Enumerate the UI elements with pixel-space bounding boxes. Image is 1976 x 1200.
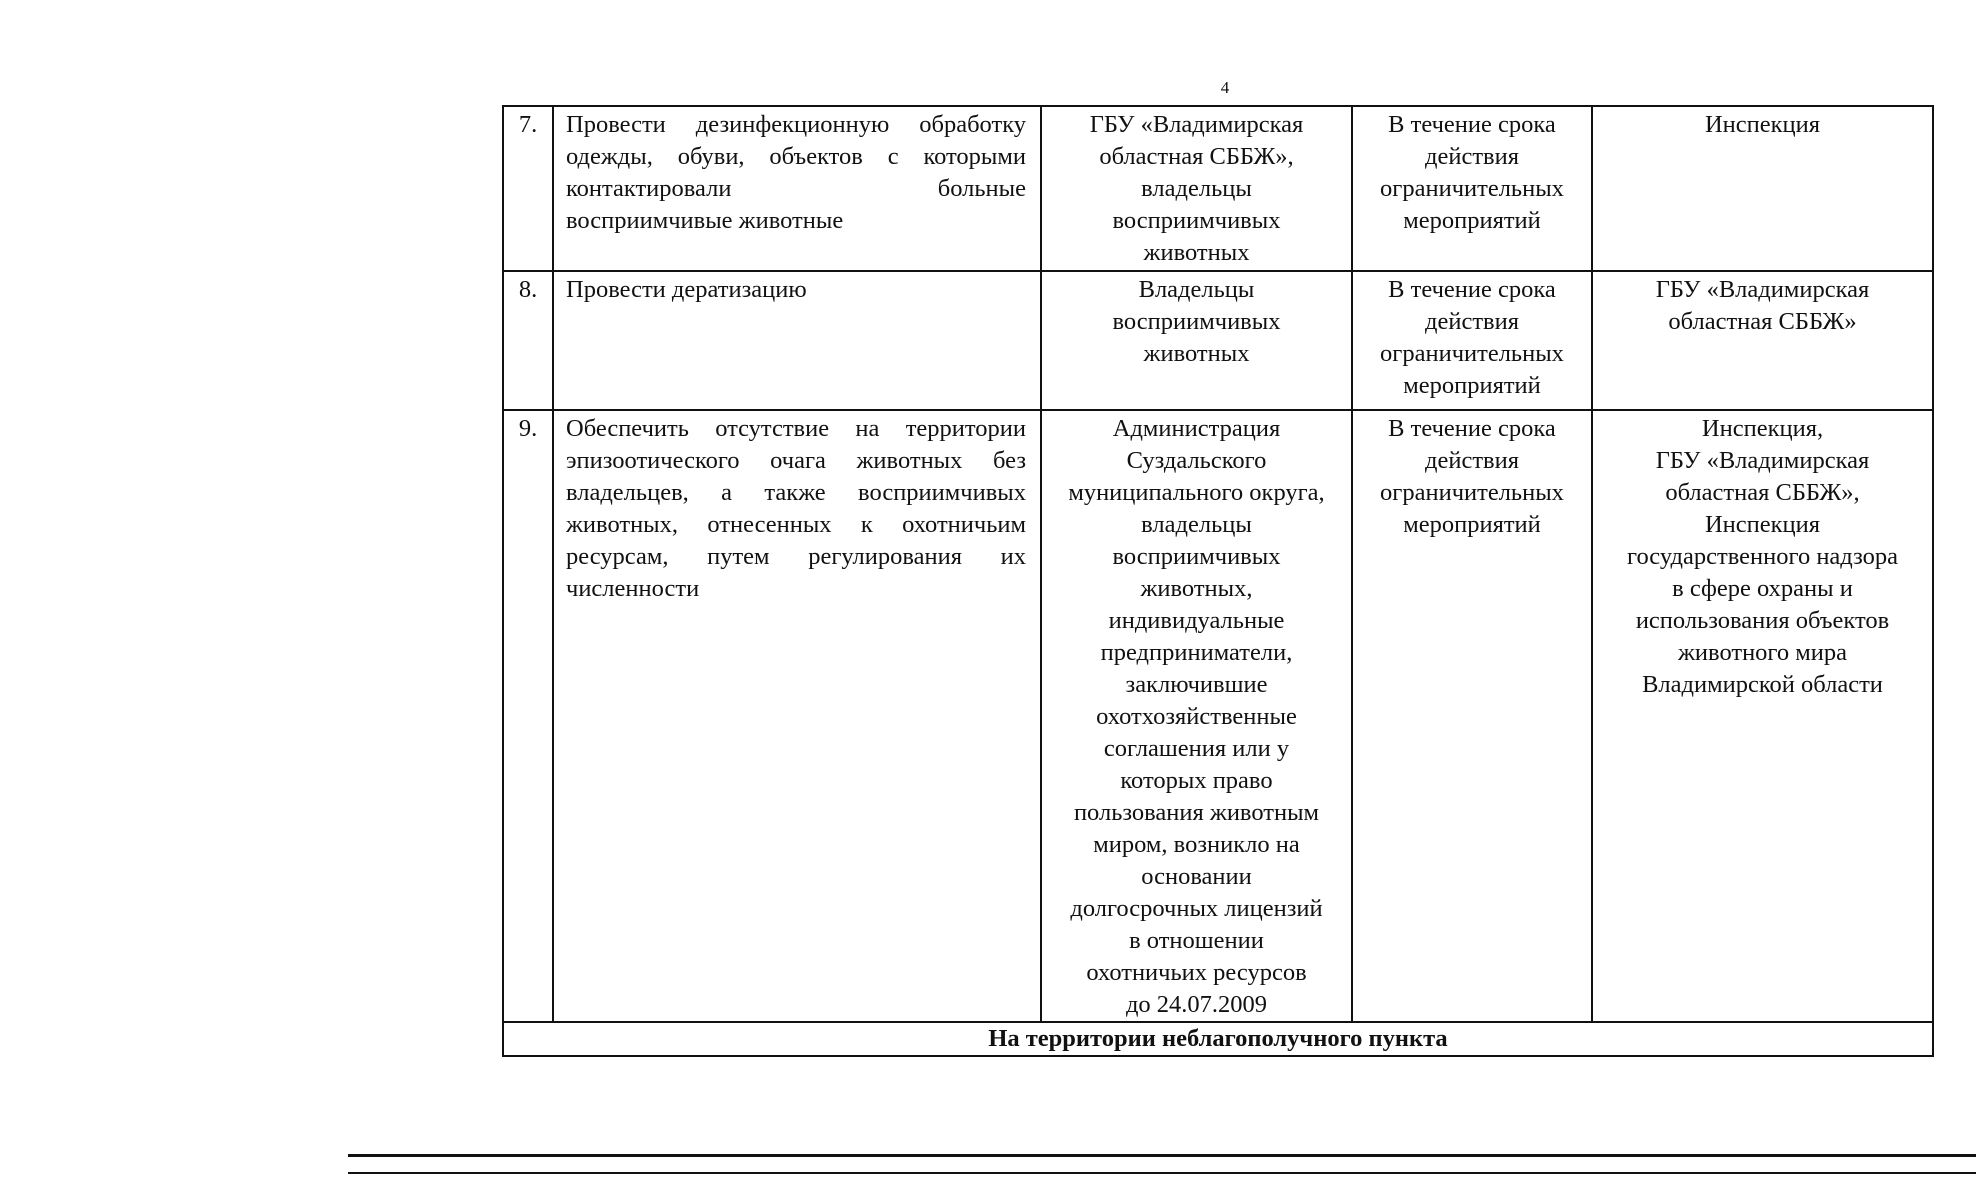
row-number: 9. bbox=[503, 410, 553, 1022]
term-line: ограничительных bbox=[1380, 175, 1564, 202]
table-row bbox=[503, 106, 1933, 271]
executor-line: владельцы bbox=[1141, 511, 1252, 538]
action-line: Провести дезинфекционную обработку bbox=[566, 111, 1026, 138]
footer-rule bbox=[348, 1154, 1976, 1157]
action-line: одежды, обуви, объектов с которыми bbox=[566, 143, 1026, 170]
control-line: животного мира bbox=[1678, 639, 1847, 666]
executor-line: миром, возникло на bbox=[1093, 831, 1300, 858]
action-cell bbox=[553, 271, 1041, 410]
executor-line: индивидуальные bbox=[1108, 607, 1285, 634]
executor-line: восприимчивых bbox=[1112, 207, 1281, 234]
measures-table bbox=[502, 105, 1934, 1057]
control-line: Инспекция bbox=[1704, 511, 1821, 538]
term-line: действия bbox=[1425, 143, 1519, 170]
executor-line: заключившие bbox=[1125, 671, 1268, 698]
term-line: ограничительных bbox=[1380, 479, 1564, 506]
executor-line: предприниматели, bbox=[1100, 639, 1293, 666]
executor-line: животных, bbox=[1140, 575, 1253, 602]
executor-line: владельцы bbox=[1141, 175, 1252, 202]
section-heading-row bbox=[503, 1022, 1933, 1056]
control-line: ГБУ «Владимирская bbox=[1655, 447, 1870, 474]
executor-line: муниципального округа, bbox=[1068, 479, 1325, 506]
executor-cell bbox=[1041, 410, 1352, 1022]
control-cell bbox=[1592, 106, 1933, 271]
term-line: мероприятий bbox=[1403, 207, 1541, 234]
action-cell bbox=[553, 410, 1041, 1022]
executor-line: восприимчивых bbox=[1112, 543, 1281, 570]
control-cell bbox=[1592, 271, 1933, 410]
executor-line: Владельцы bbox=[1138, 276, 1255, 303]
term-line: мероприятий bbox=[1403, 372, 1541, 399]
action-line: Провести дератизацию bbox=[566, 276, 807, 303]
control-cell bbox=[1592, 410, 1933, 1022]
footer-rule bbox=[348, 1172, 1976, 1174]
executor-cell bbox=[1041, 106, 1352, 271]
executor-line: Суздальского bbox=[1126, 447, 1267, 474]
control-line: ГБУ «Владимирская bbox=[1655, 276, 1870, 303]
control-line: использования объектов bbox=[1635, 607, 1890, 634]
executor-line: животных bbox=[1143, 239, 1250, 266]
page-number: 4 bbox=[1220, 78, 1230, 97]
control-line: областная СББЖ» bbox=[1668, 308, 1857, 335]
term-line: ограничительных bbox=[1380, 340, 1564, 367]
term-line: В течение срока bbox=[1388, 276, 1556, 303]
row-number: 7. bbox=[503, 106, 553, 271]
executor-line: охотничьих ресурсов bbox=[1086, 959, 1307, 986]
action-line: контактировали больные bbox=[566, 175, 1026, 202]
table-row bbox=[503, 410, 1933, 1022]
action-line: владельцев, а также восприимчивых bbox=[566, 479, 1026, 506]
term-cell bbox=[1352, 271, 1592, 410]
term-line: В течение срока bbox=[1388, 111, 1556, 138]
executor-line: которых право bbox=[1120, 767, 1273, 794]
term-line: В течение срока bbox=[1388, 415, 1556, 442]
executor-line: охотхозяйственные bbox=[1096, 703, 1297, 730]
term-line: мероприятий bbox=[1403, 511, 1541, 538]
executor-line: восприимчивых bbox=[1112, 308, 1281, 335]
executor-line: животных bbox=[1143, 340, 1250, 367]
action-line: животных, отнесенных к охотничьим bbox=[566, 511, 1026, 538]
executor-line: в отношении bbox=[1129, 927, 1264, 954]
executor-line: долгосрочных лицензий bbox=[1070, 895, 1323, 922]
action-line: численности bbox=[566, 575, 700, 602]
action-cell bbox=[553, 106, 1041, 271]
control-line: государственного надзора bbox=[1627, 543, 1898, 570]
control-line: Инспекция, bbox=[1701, 415, 1824, 442]
table-row bbox=[503, 271, 1933, 410]
row-number: 8. bbox=[503, 271, 553, 410]
term-cell bbox=[1352, 410, 1592, 1022]
control-line: Инспекция bbox=[1704, 111, 1821, 138]
executor-line: ГБУ «Владимирская bbox=[1089, 111, 1304, 138]
term-line: действия bbox=[1425, 308, 1519, 335]
section-heading: На территории неблагополучного пункта bbox=[503, 1022, 1933, 1056]
control-line: областная СББЖ», bbox=[1665, 479, 1860, 506]
executor-cell bbox=[1041, 271, 1352, 410]
executor-line: пользования животным bbox=[1073, 799, 1320, 826]
executor-line: Администрация bbox=[1112, 415, 1281, 442]
control-line: в сфере охраны и bbox=[1672, 575, 1853, 602]
executor-line: до 24.07.2009 bbox=[1125, 991, 1268, 1018]
executor-line: основании bbox=[1141, 863, 1252, 890]
action-line: эпизоотического очага животных без bbox=[566, 447, 1026, 474]
control-line: Владимирской области bbox=[1642, 671, 1883, 698]
action-line: Обеспечить отсутствие на территории bbox=[566, 415, 1026, 442]
term-cell bbox=[1352, 106, 1592, 271]
executor-line: областная СББЖ», bbox=[1099, 143, 1294, 170]
action-line: ресурсам, путем регулирования их bbox=[566, 543, 1026, 570]
action-line: восприимчивые животные bbox=[566, 207, 844, 234]
executor-line: соглашения или у bbox=[1103, 735, 1290, 762]
term-line: действия bbox=[1425, 447, 1519, 474]
